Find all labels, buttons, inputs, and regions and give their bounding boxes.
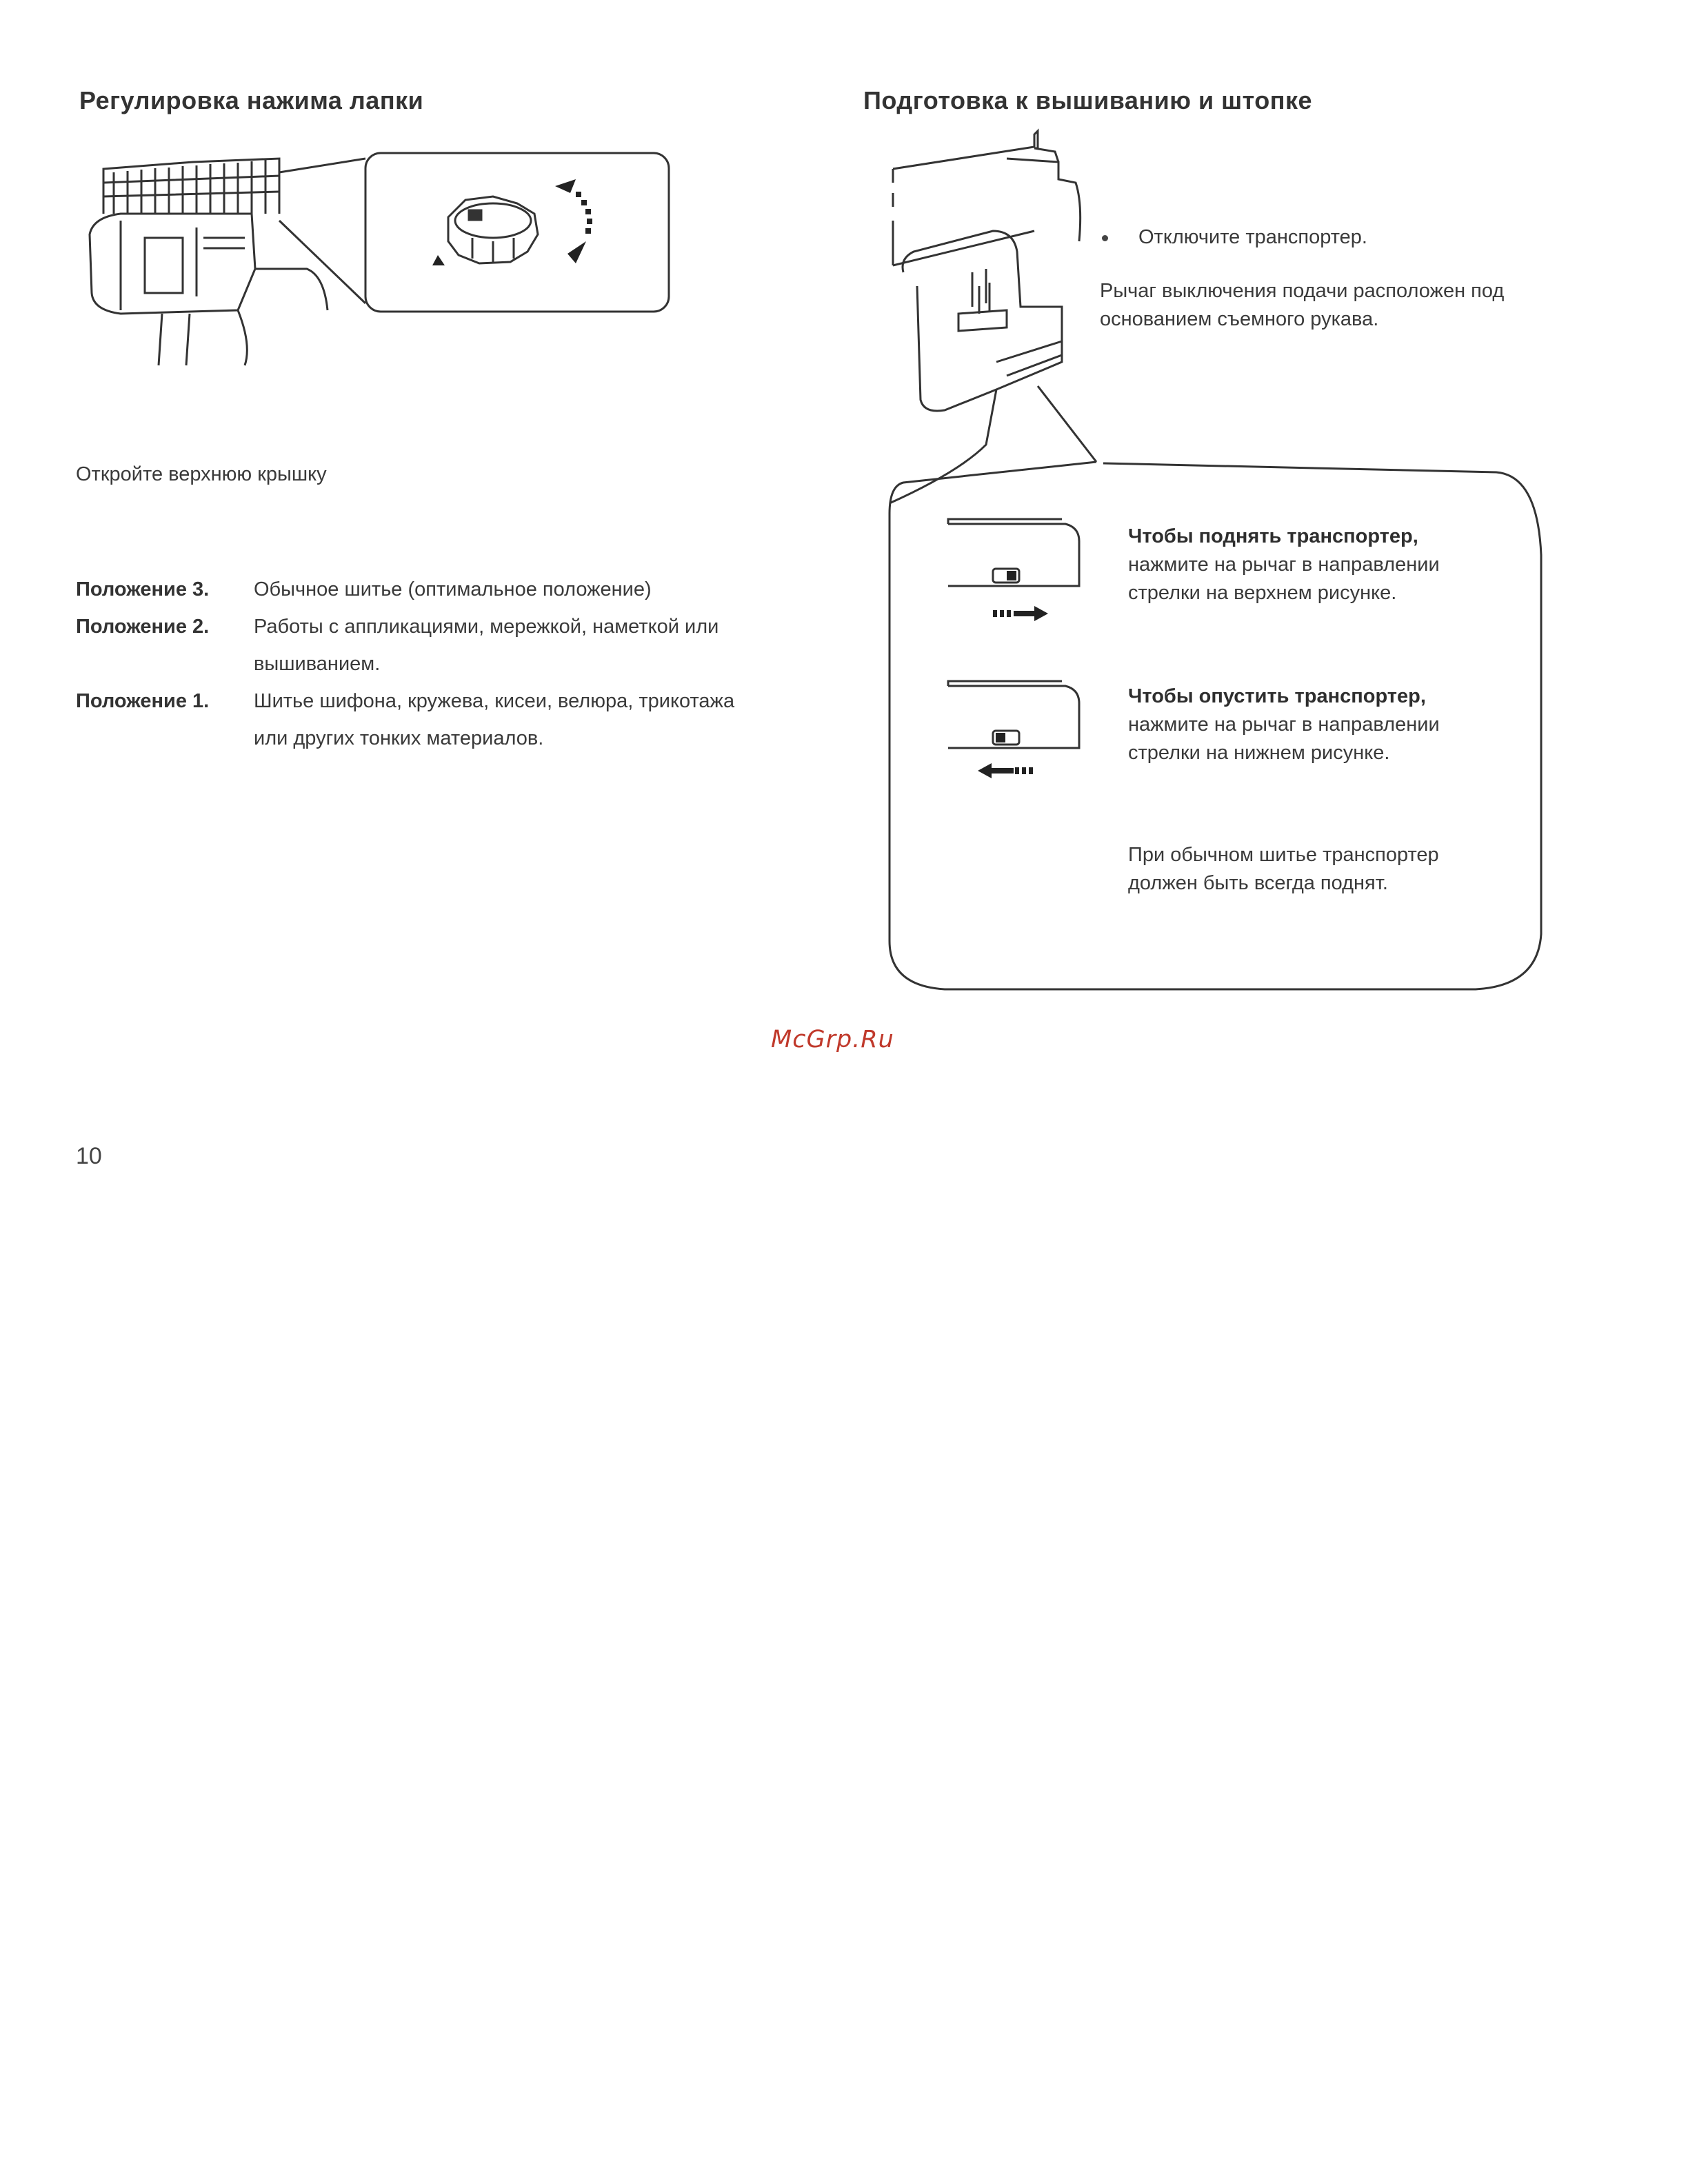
lower-text: нажмите на рычаг в направлении стрелки на нижнем рисунке. [1128,714,1440,764]
open-cover-instruction: Откройте верхнюю крышку [76,463,327,485]
position-item [76,571,757,608]
lower-title: Чтобы опустить транспортер, [1128,685,1426,707]
right-section-title: Подготовка к вышиванию и штопке [863,86,1313,114]
raise-feed-dogs-block [1128,523,1514,607]
lever-location-note: Рычаг выключения подачи расположен под основанием съемного рукава. [1100,280,1505,330]
normal-sewing-note: При обычном шитье транспортер должен быть всегда поднят. [1128,844,1439,894]
watermark: McGrp.Ru [771,1026,894,1053]
position-item [76,608,757,682]
bullet-item [1102,223,1367,252]
raise-title: Чтобы поднять транспортер, [1128,525,1418,547]
position-text: Шитье шифона, кружева, кисеи, велюра, трикотажа или других тонких материалов. [254,690,735,749]
position-label: Положение 3. [76,578,210,600]
lower-feed-dogs-block [1128,682,1514,767]
machine-top-open-illustration [79,145,672,379]
left-section-title: Регулировка нажима лапки [79,86,424,114]
page-number: 10 [76,1143,102,1169]
position-text: Обычное шитье (оптимальное положение) [254,578,652,600]
position-label: Положение 1. [76,690,210,712]
bullet-dot-icon [1102,235,1108,241]
raise-text: нажмите на рычаг в направлении стрелки на верхнем рисунке. [1128,554,1440,604]
position-text: Работы с аппликациями, мережкой, наметкой или вышиванием. [254,616,719,675]
position-item [76,682,757,757]
position-label: Положение 2. [76,616,210,638]
bullet-text: Отключите транспортер. [1138,226,1367,248]
